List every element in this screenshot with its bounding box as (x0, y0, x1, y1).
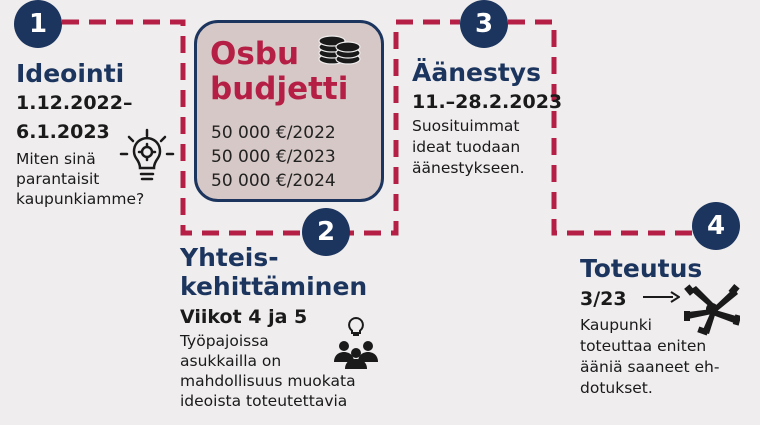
step-1-title: Ideointi (16, 59, 125, 88)
step-3-text-2: ideat tuodaan (412, 138, 521, 156)
step-2-dates: Viikot 4 ja 5 (180, 306, 308, 328)
lightbulb-gear-icon (118, 128, 176, 188)
step-4-text-4: dotukset. (580, 379, 653, 397)
step-4-dates: 3/23 (580, 288, 627, 310)
step-3-text-3: äänestykseen. (412, 159, 525, 177)
group-idea-icon (330, 316, 382, 370)
step-2-text-4: ideoista toteutettavia (180, 392, 348, 410)
budget-title-line2: budjetti (210, 71, 349, 107)
coins-icon (316, 30, 362, 66)
step-1-text-3: kaupunkiamme? (16, 190, 145, 208)
arrow-right-icon (642, 290, 680, 304)
step-1-text-2: parantaisit (16, 170, 100, 188)
step-1-date-start: 1.12.2022– (16, 92, 133, 114)
step-4-text-1: Kaupunki (580, 316, 652, 334)
step-2-text-1: Työpajoissa (180, 332, 269, 350)
budget-amount-2023: 50 000 €/2023 (211, 147, 336, 167)
budget-title-line1: Osbu (210, 36, 300, 72)
hands-together-icon (684, 282, 740, 336)
step-4-text-2: toteuttaa eniten (580, 337, 707, 355)
step-1-badge: 1 (14, 0, 62, 48)
step-1-text-1: Miten sinä (16, 150, 96, 168)
step-2-text-2: asukkailla on (180, 352, 282, 370)
step-4-title: Toteutus (580, 254, 703, 283)
step-3-dates: 11.–28.2.2023 (412, 91, 563, 113)
step-3-text-1: Suosituimmat (412, 117, 520, 135)
step-2-text-3: mahdollisuus muokata (180, 372, 356, 390)
budget-amount-2024: 50 000 €/2024 (211, 171, 336, 191)
step-3-badge: 3 (460, 0, 508, 48)
budget-amount-2022: 50 000 €/2022 (211, 123, 336, 143)
step-4-text-3: ääniä saaneet eh- (580, 358, 720, 376)
step-4-badge: 4 (692, 202, 740, 250)
step-2-title-line1: Yhteis- (180, 243, 279, 272)
step-2-title-line2: kehittäminen (180, 272, 368, 301)
step-2-badge: 2 (302, 208, 350, 256)
step-3-title: Äänestys (412, 58, 541, 87)
step-1-date-end: 6.1.2023 (16, 121, 110, 143)
